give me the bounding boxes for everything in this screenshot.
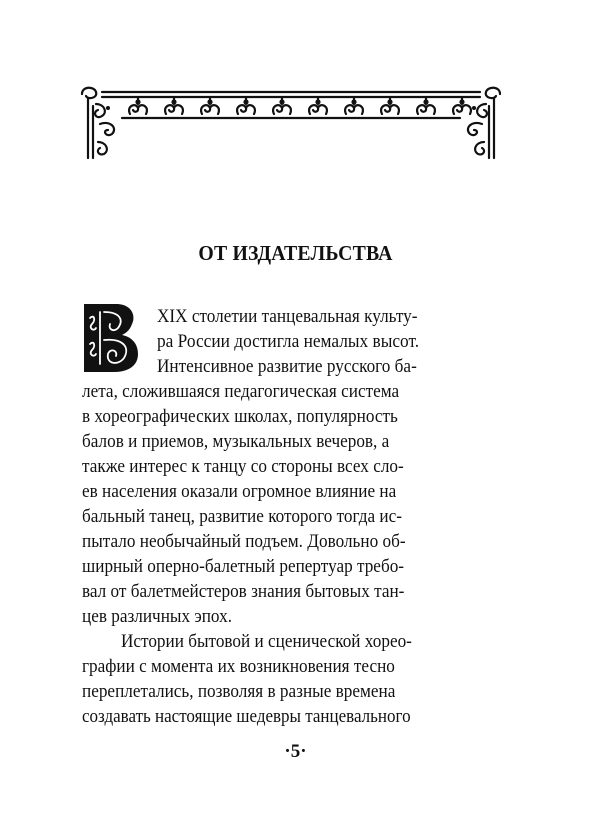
text-line: бальный танец, развитие которого тогда ис- bbox=[82, 506, 402, 527]
text-line: ев населения оказали огромное влияние на bbox=[82, 481, 397, 502]
text-line: переплетались, позволяя в разные времена bbox=[82, 681, 396, 702]
text-line: графии с момента их возникновения тесно bbox=[82, 656, 395, 677]
text-line: создавать настоящие шедевры танцевального bbox=[82, 706, 411, 727]
text-line: вал от балетмейстеров знания бытовых тан- bbox=[82, 581, 405, 602]
text-line: Истории бытовой и сценической хорео- bbox=[121, 631, 412, 652]
page-title: ОТ ИЗДАТЕЛЬСТВА bbox=[198, 241, 393, 265]
text-line: ра России достигла немалых высот. bbox=[157, 331, 420, 352]
text-line: пытало необычайный подъем. Довольно об- bbox=[82, 531, 406, 552]
text-line: XIX столетии танцевальная культу- bbox=[157, 306, 418, 327]
text-line: Интенсивное развитие русского ба- bbox=[157, 356, 417, 377]
text-line: также интерес к танцу со стороны всех сло- bbox=[82, 456, 404, 477]
page-number: ·5· bbox=[284, 741, 307, 762]
text-line: в хореографических школах, популярность bbox=[82, 406, 398, 427]
text-line: лета, сложившаяся педагогическая система bbox=[82, 381, 400, 402]
text-line: цев различных эпох. bbox=[82, 606, 233, 627]
text-line: балов и приемов, музыкальных вечеров, а bbox=[82, 431, 390, 452]
text-line: ширный оперно-балетный репертуар требо- bbox=[82, 556, 405, 577]
